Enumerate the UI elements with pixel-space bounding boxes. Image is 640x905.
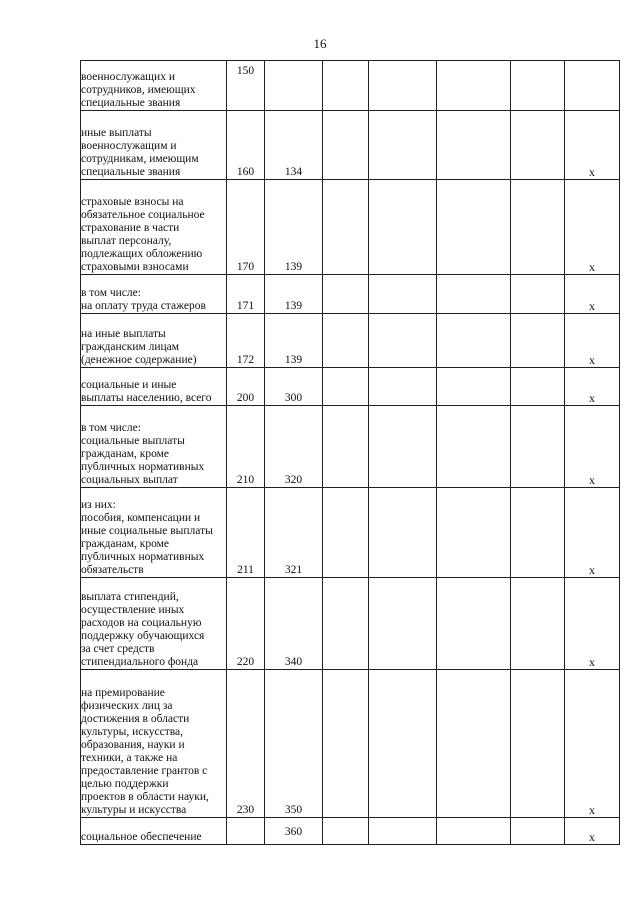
row-mark: x	[565, 818, 620, 845]
row-mark: x	[565, 488, 620, 578]
row-code: 220	[227, 578, 265, 670]
row-code: 150	[227, 61, 265, 111]
row-code: 210	[227, 406, 265, 488]
table-row	[81, 406, 620, 488]
row-label: иные выплаты военнослужащим и сотрудникам, имеющим специальные звания	[81, 127, 199, 178]
row-mark: x	[565, 314, 620, 368]
table-row	[81, 670, 620, 818]
row-kosgu: 340	[265, 578, 323, 670]
row-kosgu: 139	[265, 275, 323, 314]
row-mark	[565, 61, 620, 111]
row-mark: x	[565, 406, 620, 488]
row-code	[227, 818, 265, 845]
row-kosgu: 139	[265, 180, 323, 275]
row-code: 172	[227, 314, 265, 368]
row-mark: x	[565, 275, 620, 314]
row-kosgu: 360	[265, 818, 323, 845]
table-row	[81, 368, 620, 406]
row-mark: x	[565, 180, 620, 275]
table-row	[81, 111, 620, 180]
row-kosgu: 134	[265, 111, 323, 180]
row-label: в том числе: социальные выплаты гражданам, кроме публичных нормативных социальных выплат	[81, 422, 205, 486]
row-label: в том числе: на оплату труда стажеров	[81, 287, 206, 312]
row-kosgu: 321	[265, 488, 323, 578]
table-row	[81, 275, 620, 314]
row-mark: x	[565, 578, 620, 670]
row-mark: x	[565, 111, 620, 180]
row-code: 200	[227, 368, 265, 406]
row-label: страховые взносы на обязательное социальное страхование в части выплат персоналу, подлежащих обложению страховыми взносами	[81, 196, 205, 273]
budget-table	[80, 60, 620, 845]
row-kosgu: 300	[265, 368, 323, 406]
table-row	[81, 578, 620, 670]
row-label: социальные и иные выплаты населению, всего	[81, 379, 212, 404]
row-code: 170	[227, 180, 265, 275]
row-label: на премирование физических лиц за достижения в области культуры, искусства, образования, науки и техники, а также на предоставление грантов с целью поддержки проектов в области науки, культуры и искусства	[81, 687, 209, 816]
row-label: из них: пособия, компенсации и иные социальные выплаты гражданам, кроме публичных нормативных обязательств	[81, 499, 213, 576]
row-code: 160	[227, 111, 265, 180]
row-label: на иные выплаты гражданским лицам (денежное содержание)	[81, 328, 197, 366]
row-kosgu: 320	[265, 406, 323, 488]
page-number: 16	[313, 36, 327, 51]
table-row	[81, 61, 620, 111]
row-kosgu: 139	[265, 314, 323, 368]
table-row	[81, 488, 620, 578]
row-kosgu	[265, 61, 323, 111]
table-row	[81, 818, 620, 845]
row-code: 171	[227, 275, 265, 314]
row-mark: x	[565, 670, 620, 818]
row-label: военнослужащих и сотрудников, имеющих специальные звания	[81, 71, 196, 109]
row-code: 211	[227, 488, 265, 578]
table-row	[81, 314, 620, 368]
row-kosgu: 350	[265, 670, 323, 818]
row-code: 230	[227, 670, 265, 818]
row-label: социальное обеспечение	[81, 831, 202, 843]
row-label: выплата стипендий, осуществление иных расходов на социальную поддержку обучающихся за счет средств стипендиального фонда	[81, 591, 205, 668]
row-mark: x	[565, 368, 620, 406]
table-row	[81, 180, 620, 275]
